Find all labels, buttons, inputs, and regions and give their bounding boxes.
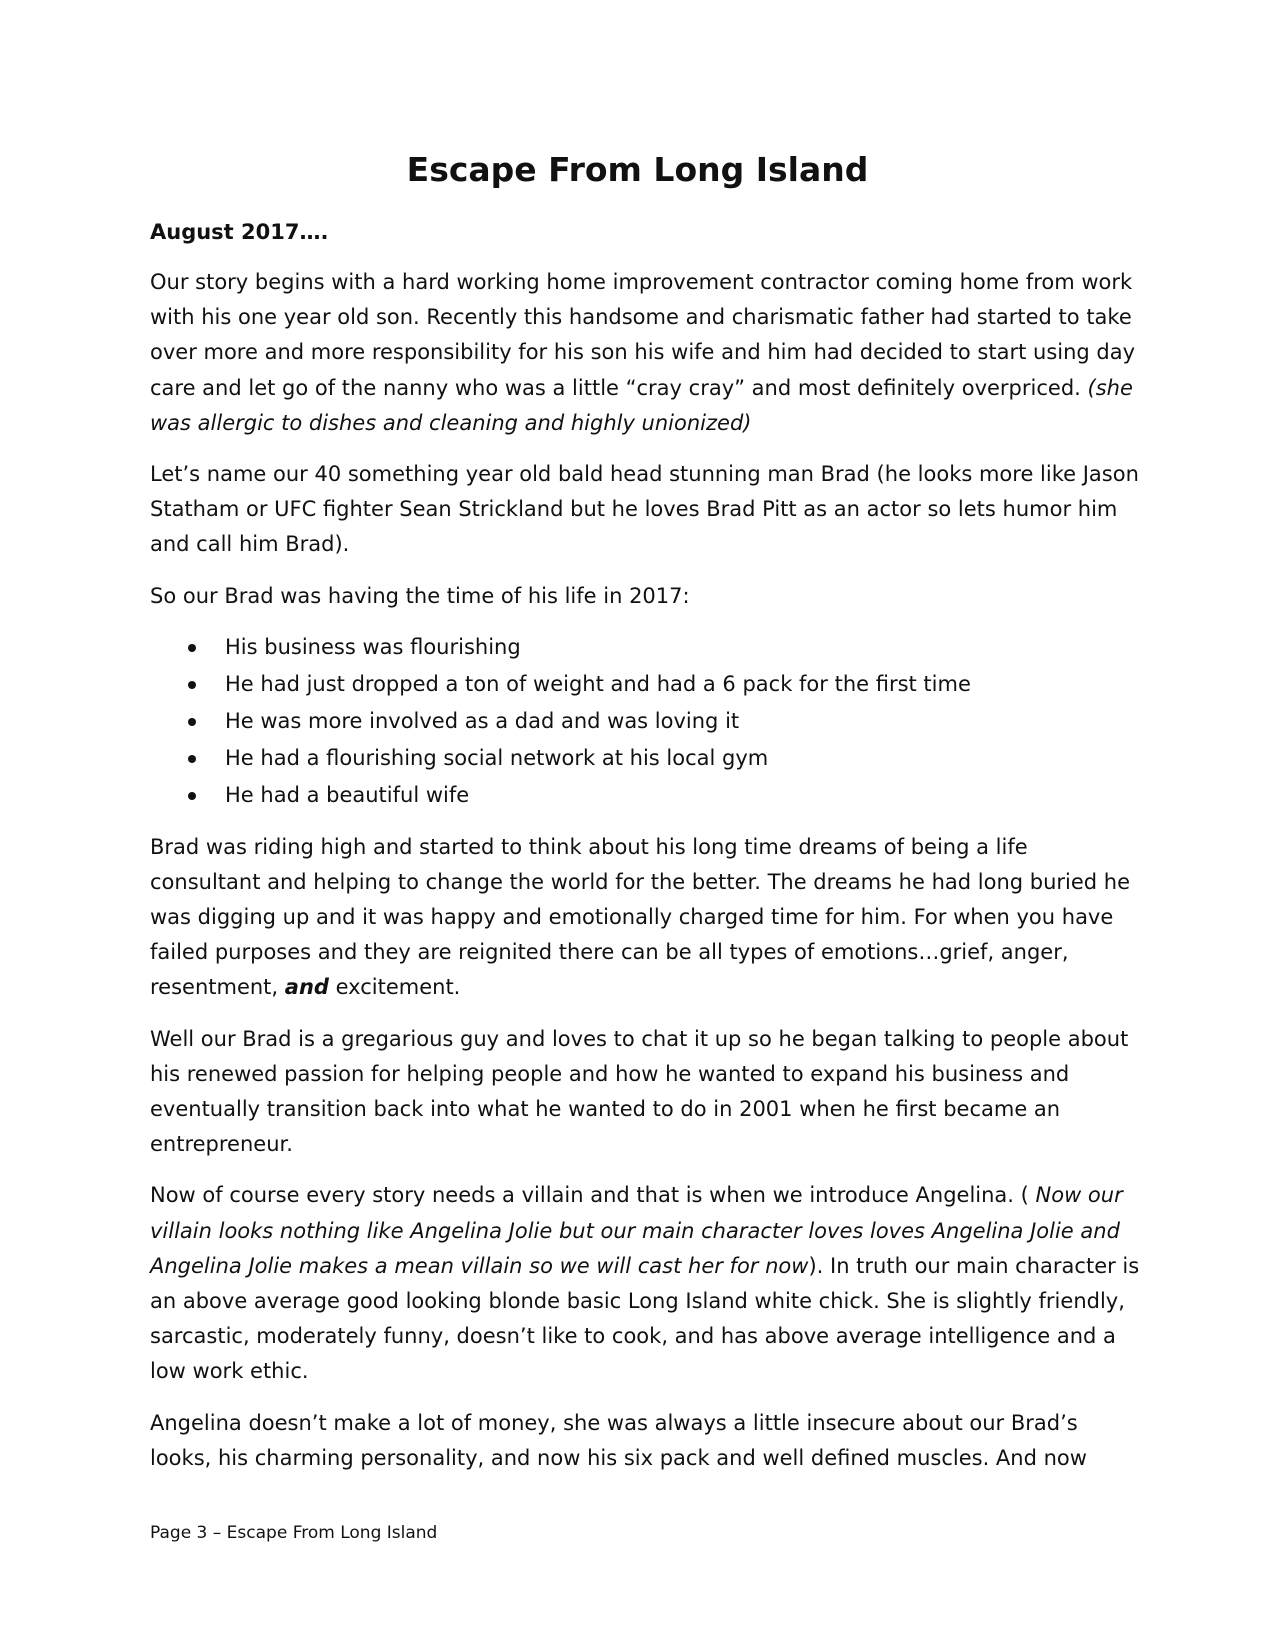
bullet-item-5 (150, 777, 1140, 814)
paragraph-4 (150, 830, 1140, 1006)
bullet-dot-icon (188, 792, 196, 800)
paragraph-7: Angelina doesn’t make a lot of money, she was always a little insecure about our Brad’s looks, his charming personality, and now his six pack and well defined muscles. And now (150, 1410, 1087, 1470)
bullet-text-1: His business was flourishing (225, 634, 521, 659)
bullet-dot-icon (188, 718, 196, 726)
bullet-text-4: He had a flourishing social network at his local gym (225, 745, 769, 770)
paragraph-4-text: Brad was riding high and started to think about his long time dreams of being a life consultant and helping to change the world for the better. The dreams he had long buried he was digging up and it was happy and emotionally charged time for him. For when you have failed purposes and they are reignited there can be all types of emotions…grief, anger, resentment, (150, 834, 1131, 1000)
bullet-item-4 (150, 740, 1140, 777)
paragraph-1-text: Our story begins with a hard working home improvement contractor coming home from work with his one year old son. Recently this handsome and charismatic father had started to take over more and more responsibility for his son his wife and him had decided to start using day care and let go of the nanny who was a little “cray cray” and most definitely overpriced. (150, 270, 1136, 400)
document-body (150, 218, 1140, 1492)
paragraph-4-emphasis: and (284, 975, 329, 1000)
document-title: Escape From Long Island (406, 150, 869, 189)
paragraph-6-text: Now of course every story needs a villain and that is when we introduce Angelina. ( (150, 1183, 1036, 1208)
bullet-item-3 (150, 703, 1140, 740)
bullet-dot-icon (188, 755, 196, 763)
paragraph-1-italic-aside: (she was allergic to dishes and cleaning and highly unionized) (150, 375, 1133, 435)
paragraph-6-end: ). In truth our main character is an above average good looking blonde basic Long Island white chick. She is slightly friendly, sarcastic, moderately funny, doesn’t like to cook, and has above average intelligence and a low work ethic. (150, 1253, 1140, 1384)
bullet-text-2: He had just dropped a ton of weight and had a 6 pack for the first time (225, 671, 971, 696)
paragraph-6 (150, 1178, 1140, 1389)
page-footer: Page 3 – Escape From Long Island (150, 1523, 438, 1543)
paragraph-1 (150, 265, 1140, 441)
bullet-dot-icon (188, 644, 196, 652)
bullet-text-3: He was more involved as a dad and was loving it (225, 708, 740, 733)
paragraph-2: Let’s name our 40 something year old bald head stunning man Brad (he looks more like Jason Statham or UFC fighter Sean Strickland but he loves Brad Pitt as an actor so lets humor him and call him Brad). (150, 462, 1139, 557)
bullet-list (150, 629, 1140, 814)
bullet-item-2 (150, 666, 1140, 703)
paragraph-6-italic-aside: Now our villain looks nothing like Angelina Jolie but our main character loves loves Angelina Jolie and Angelina Jolie makes a mean villain so we will cast her for now (150, 1183, 1123, 1278)
paragraph-5: Well our Brad is a gregarious guy and loves to chat it up so he began talking to people about his renewed passion for helping people and how he wanted to expand his business and eventually transition back into what he wanted to do in 2001 when he first became an entrepreneur. (150, 1026, 1129, 1157)
bullet-item-1 (150, 629, 1140, 666)
bullet-dot-icon (188, 681, 196, 689)
paragraph-4-end: excitement. (328, 975, 461, 1000)
bullet-text-5: He had a beautiful wife (225, 782, 470, 807)
dateline: August 2017…. (150, 220, 329, 244)
paragraph-3: So our Brad was having the time of his life in 2017: (150, 583, 690, 608)
